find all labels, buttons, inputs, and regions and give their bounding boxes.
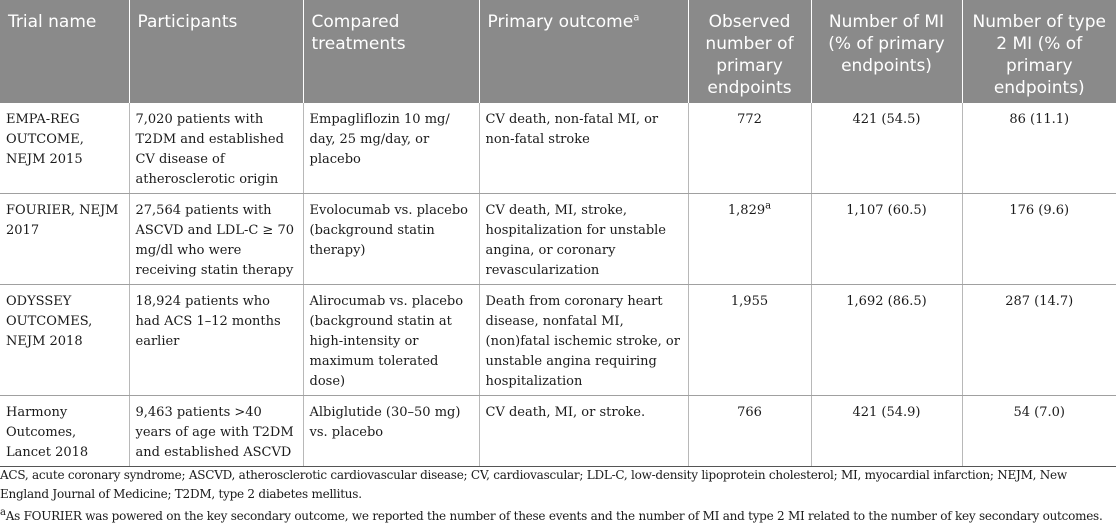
cell-outcome: Death from coronary heart disease, nonfatal MI, (non)fatal ischemic stroke, or unstable angina requiring hospitalization <box>479 285 688 396</box>
cell-outcome: CV death, non-fatal MI, or non-fatal stroke <box>479 103 688 194</box>
footnote-a-marker: a <box>0 507 6 518</box>
cell-trial: EMPA-REG OUTCOME, NEJM 2015 <box>0 103 129 194</box>
cell-trial: Harmony Outcomes, Lancet 2018 <box>0 396 129 467</box>
cell-trial: ODYSSEY OUTCOMES, NEJM 2018 <box>0 285 129 396</box>
observed-footnote-marker: a <box>765 200 772 212</box>
cell-participants: 9,463 patients >40 years of age with T2DM and established ASCVD <box>129 396 303 467</box>
header-row <box>0 0 1116 103</box>
header-trial-name: Trial name <box>0 0 129 103</box>
abbreviations-note: ACS, acute coronary syndrome; ASCVD, atherosclerotic cardiovascular disease; CV, cardiovascular; LDL-C, low-density lipoprotein cholesterol; MI, myocardial infarction; NEJM, New England Journal of Medicine; T2DM, type 2 diabetes mellitus. <box>0 468 1067 501</box>
cell-type2-mi: 86 (11.1) <box>962 103 1116 194</box>
cell-type2-mi: 54 (7.0) <box>962 396 1116 467</box>
header-primary-outcome: Primary outcome$^a$ <box>479 0 688 103</box>
cell-treatments: Albiglutide (30–50 mg) vs. placebo <box>303 396 479 467</box>
footnote-a: $^a$As FOURIER was powered on the key secondary outcome, we reported the number of these events and the number of MI and type 2 MI related to the number of key secondary outcomes. <box>0 507 1103 523</box>
cell-observed: 1,955 <box>688 285 811 396</box>
cell-participants: 27,564 patients with ASCVD and LDL-C ≥ 70 mg/dl who were receiving statin therapy <box>129 194 303 285</box>
table-row <box>0 396 1116 467</box>
cell-mi: 1,107 (60.5) <box>811 194 962 285</box>
cell-observed: 772 <box>688 103 811 194</box>
cell-mi: 421 (54.9) <box>811 396 962 467</box>
cell-outcome: CV death, MI, stroke, hospitalization for unstable angina, or coronary revascularization <box>479 194 688 285</box>
table-row <box>0 103 1116 194</box>
cell-treatments: Empagliflozin 10 mg/ day, 25 mg/day, or placebo <box>303 103 479 194</box>
header-number-type2-mi: Number of type 2 MI (% of primary endpoints) <box>962 0 1116 103</box>
table-footnotes <box>0 466 1116 526</box>
table-row <box>0 194 1116 285</box>
cell-treatments: Alirocumab vs. placebo (background statin at high-intensity or maximum tolerated dose) <box>303 285 479 396</box>
header-footnote-marker: a <box>633 12 640 24</box>
table-row <box>0 285 1116 396</box>
header-compared-treatments: Compared treatments <box>303 0 479 103</box>
header-participants: Participants <box>129 0 303 103</box>
cell-type2-mi: 176 (9.6) <box>962 194 1116 285</box>
cell-participants: 7,020 patients with T2DM and established CV disease of atherosclerotic origin <box>129 103 303 194</box>
cell-trial: FOURIER, NEJM 2017 <box>0 194 129 285</box>
cell-observed: 1,829$^a$ <box>688 194 811 285</box>
cell-treatments: Evolocumab vs. placebo (background statin therapy) <box>303 194 479 285</box>
cell-outcome: CV death, MI, or stroke. <box>479 396 688 467</box>
cell-type2-mi: 287 (14.7) <box>962 285 1116 396</box>
header-observed-endpoints: Observed number of primary endpoints <box>688 0 811 103</box>
header-number-mi: Number of MI (% of primary endpoints) <box>811 0 962 103</box>
cell-mi: 421 (54.5) <box>811 103 962 194</box>
cell-observed: 766 <box>688 396 811 467</box>
cell-participants: 18,924 patients who had ACS 1–12 months earlier <box>129 285 303 396</box>
cell-mi: 1,692 (86.5) <box>811 285 962 396</box>
